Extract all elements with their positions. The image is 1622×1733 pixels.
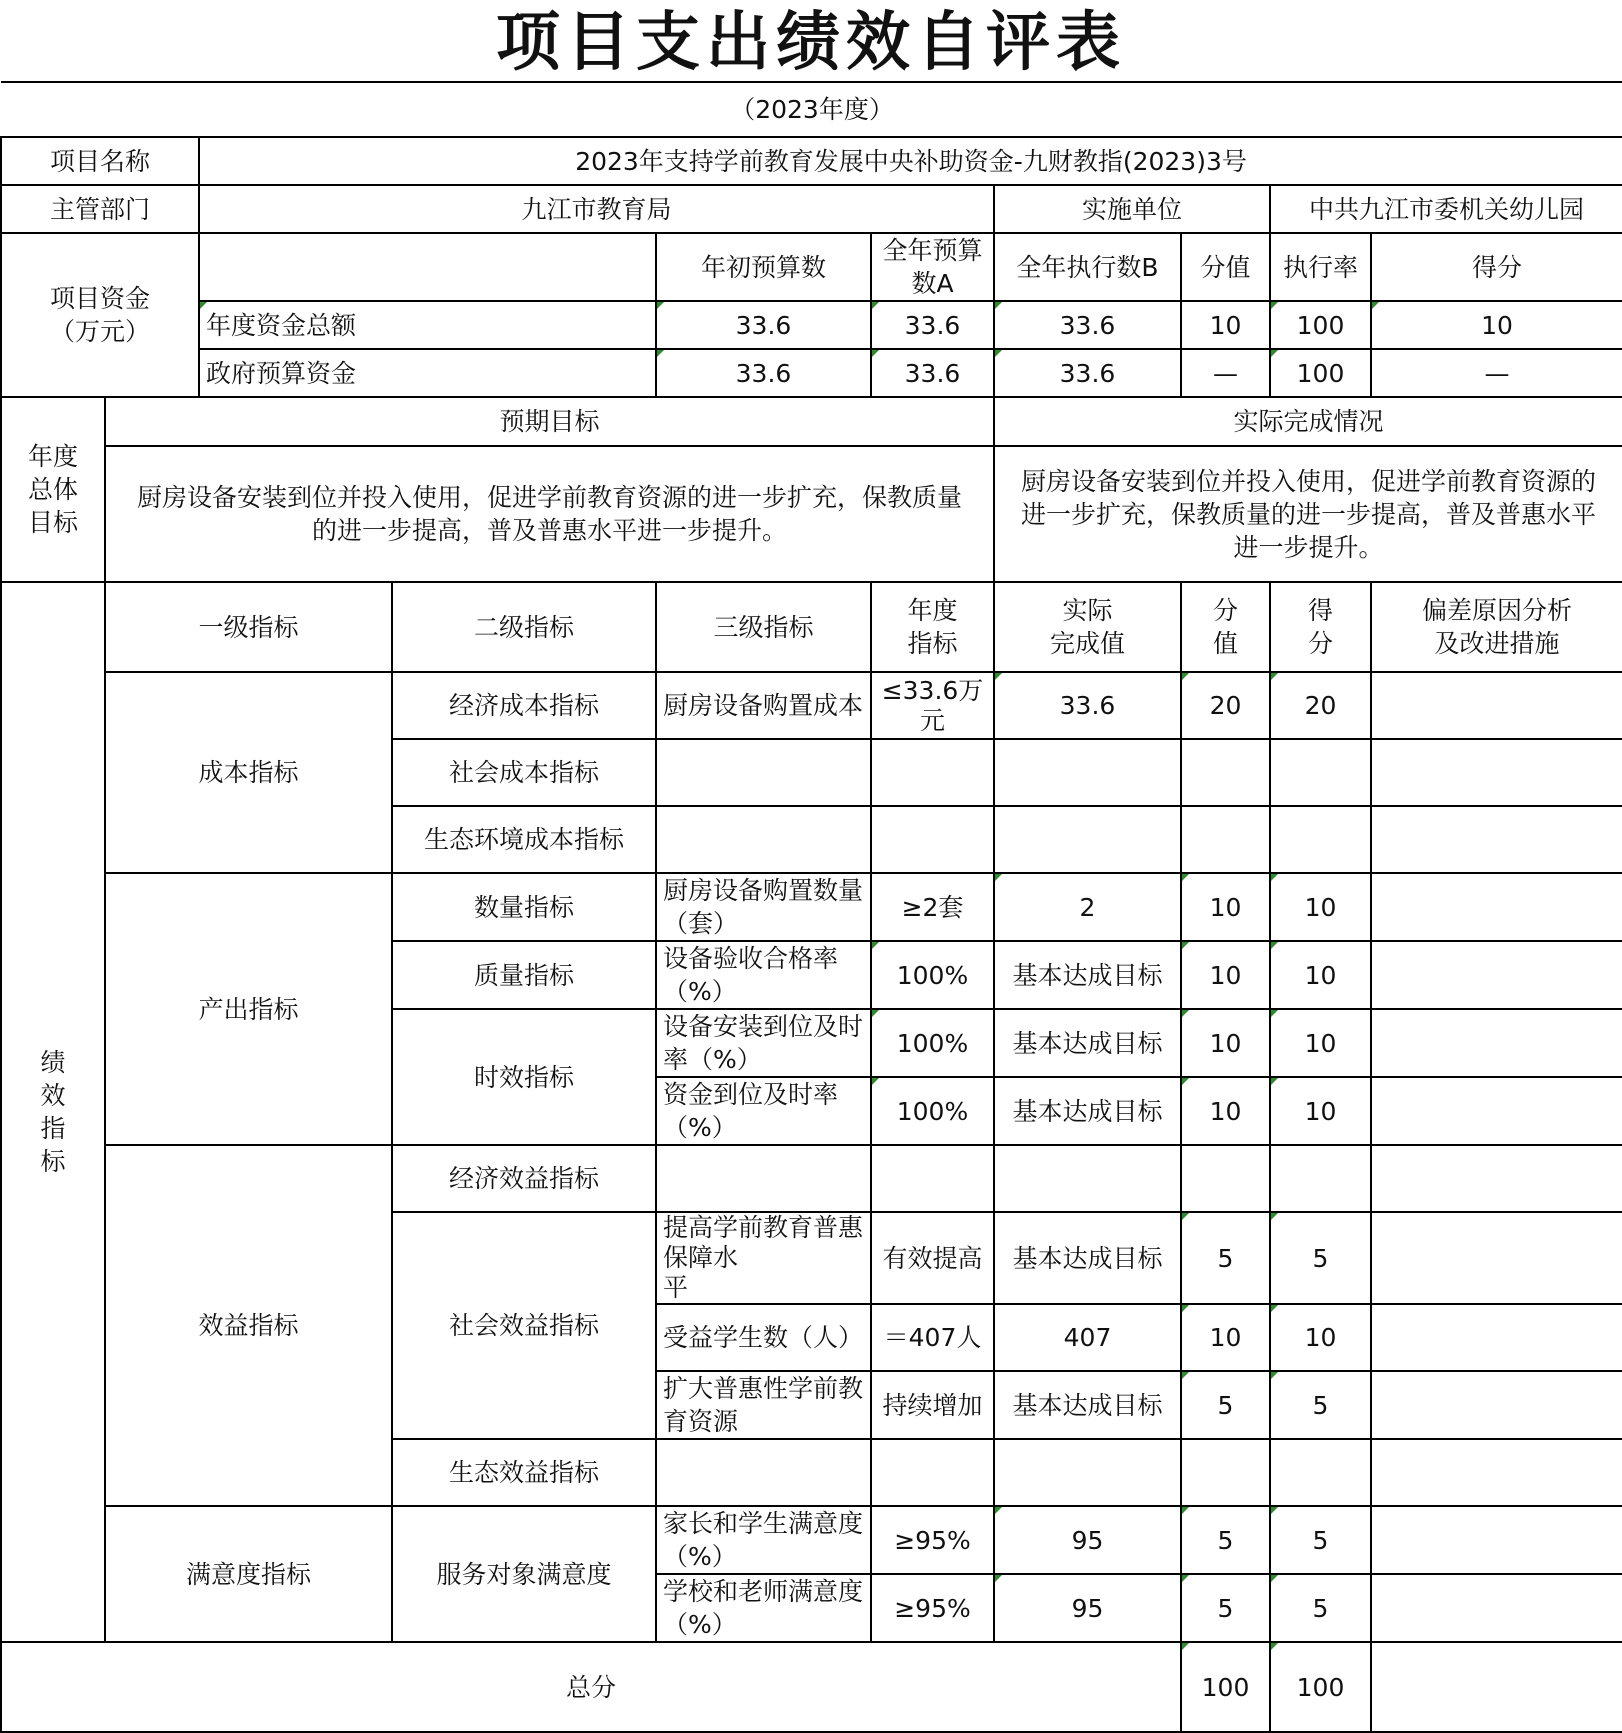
annual-goal-label-line1: 年度 — [27, 442, 78, 471]
indicator-actual: 基本达成目标 — [994, 1009, 1181, 1077]
indicator-score: 5 — [1270, 1574, 1371, 1642]
actual-goal-header: 实际完成情况 — [994, 397, 1622, 446]
indicator-score: 5 — [1270, 1371, 1371, 1439]
indicator-target — [871, 1439, 994, 1506]
fund-row-annual: 33.6 — [871, 301, 994, 349]
indicator-actual: 95 — [994, 1506, 1181, 1574]
level2-social-cost: 社会成本指标 — [392, 739, 656, 806]
expected-goal-line2: 的进一步提高，普及普惠水平进一步提升。 — [311, 516, 787, 545]
indicator-name: 资金到位及时率（%） — [656, 1077, 871, 1145]
indicator-target: 有效提高 — [871, 1212, 994, 1304]
indicator-name: 扩大普惠性学前教育资源 — [656, 1371, 871, 1439]
level1-cost: 成本指标 — [105, 672, 392, 873]
fund-header-rate: 执行率 — [1270, 233, 1371, 301]
expected-goal-header: 预期目标 — [105, 397, 994, 446]
level2-timeliness: 时效指标 — [392, 1009, 656, 1145]
indicator-actual: 基本达成目标 — [994, 1077, 1181, 1145]
indicator-value: 5 — [1181, 1212, 1270, 1304]
score-header-line1: 得 — [1307, 596, 1333, 625]
indicator-name — [656, 1212, 871, 1304]
fiscal-year: （2023年度） — [1, 82, 1622, 137]
fund-header-score: 得分 — [1371, 233, 1622, 301]
indicator-score — [1270, 806, 1371, 873]
fund-header-executed: 全年执行数B — [994, 233, 1181, 301]
indicator-actual — [994, 806, 1181, 873]
indicator-value: 10 — [1181, 1304, 1270, 1371]
level3-header: 三级指标 — [656, 582, 871, 672]
indicator-name: 厨房设备购置成本 — [656, 672, 871, 739]
perf-label-char3: 指 — [40, 1114, 66, 1143]
level1-output: 产出指标 — [105, 873, 392, 1145]
annual-goal-label-line2: 总体 — [27, 475, 78, 504]
fund-row-label: 年度资金总额 — [199, 301, 656, 349]
indicator-target: ≥95% — [871, 1574, 994, 1642]
actual-goal-line3: 进一步提升。 — [1233, 532, 1384, 562]
indicator-name: 设备验收合格率（%） — [656, 941, 871, 1009]
annual-goal-label-line3: 目标 — [27, 508, 78, 537]
fund-row-rate: 100 — [1270, 349, 1371, 397]
indicator-score: 5 — [1270, 1212, 1371, 1304]
indicator-deviation — [1371, 806, 1622, 873]
fund-header-annual: 全年预算数A — [871, 233, 994, 301]
actual-goal-text — [994, 446, 1622, 582]
dept-label: 主管部门 — [1, 185, 199, 233]
indicator-deviation — [1371, 873, 1622, 941]
total-deviation — [1371, 1642, 1622, 1732]
level2-header: 二级指标 — [392, 582, 656, 672]
level2-social-benefit: 社会效益指标 — [392, 1212, 656, 1439]
actual-value-header-line2: 完成值 — [1049, 629, 1125, 658]
indicator-actual — [994, 1439, 1181, 1506]
total-score: 100 — [1270, 1642, 1371, 1732]
level1-header: 一级指标 — [105, 582, 392, 672]
indicator-value — [1181, 1439, 1270, 1506]
indicator-deviation — [1371, 672, 1622, 739]
indicator-name — [656, 806, 871, 873]
total-value: 100 — [1181, 1642, 1270, 1732]
indicator-value: 5 — [1181, 1574, 1270, 1642]
indicator-deviation — [1371, 1145, 1622, 1212]
indicator-score — [1270, 1439, 1371, 1506]
actual-goal-line1: 厨房设备安装到位并投入使用，促进学前教育资源的 — [1021, 466, 1597, 496]
fund-row-rate: 100 — [1270, 301, 1371, 349]
perf-label-char2: 效 — [40, 1081, 66, 1110]
indicator-target — [871, 806, 994, 873]
perf-label-char1: 绩 — [40, 1048, 66, 1077]
indicator-value: 10 — [1181, 873, 1270, 941]
indicator-name-line2: 平 — [663, 1273, 689, 1302]
annual-target-header-line2: 指标 — [907, 629, 958, 658]
indicator-target: ＝407人 — [871, 1304, 994, 1371]
fund-row-initial: 33.6 — [656, 301, 871, 349]
deviation-header-line1: 偏差原因分析 — [1422, 596, 1573, 625]
indicator-deviation — [1371, 1574, 1622, 1642]
indicator-actual: 33.6 — [994, 672, 1181, 739]
fund-header-initial: 年初预算数 — [656, 233, 871, 301]
indicator-name — [656, 739, 871, 806]
level2-service-satisfaction: 服务对象满意度 — [392, 1506, 656, 1642]
level2-econ-cost: 经济成本指标 — [392, 672, 656, 739]
indicator-score: 20 — [1270, 672, 1371, 739]
evaluation-table — [0, 81, 1622, 1733]
indicator-name — [656, 1439, 871, 1506]
indicator-score: 5 — [1270, 1506, 1371, 1574]
expected-goal-text — [105, 446, 994, 582]
impl-unit-label: 实施单位 — [994, 185, 1270, 233]
indicator-deviation — [1371, 1077, 1622, 1145]
fund-label — [1, 233, 199, 397]
indicator-value: 20 — [1181, 672, 1270, 739]
indicator-score — [1270, 739, 1371, 806]
indicator-actual — [994, 1145, 1181, 1212]
indicator-target — [871, 739, 994, 806]
indicator-value: 10 — [1181, 1009, 1270, 1077]
score-value-header-line2: 值 — [1212, 629, 1238, 658]
indicator-value — [1181, 739, 1270, 806]
fund-row-annual: 33.6 — [871, 349, 994, 397]
deviation-header-line2: 及改进措施 — [1434, 629, 1560, 658]
indicator-score: 10 — [1270, 941, 1371, 1009]
indicator-name-line1: 提高学前教育普惠保障水 — [663, 1213, 864, 1272]
fund-header-score-value: 分值 — [1181, 233, 1270, 301]
indicator-value — [1181, 1145, 1270, 1212]
indicator-deviation — [1371, 1304, 1622, 1371]
level2-eco-cost: 生态环境成本指标 — [392, 806, 656, 873]
impl-unit-value: 中共九江市委机关幼儿园 — [1270, 185, 1622, 233]
indicator-actual: 2 — [994, 873, 1181, 941]
perf-label-char4: 标 — [40, 1147, 66, 1176]
level1-satisfaction: 满意度指标 — [105, 1506, 392, 1642]
annual-goal-label — [1, 397, 105, 582]
dept-value: 九江市教育局 — [199, 185, 994, 233]
indicator-score: 10 — [1270, 1009, 1371, 1077]
indicator-actual: 基本达成目标 — [994, 1212, 1181, 1304]
fund-label-line1: 项目资金 — [49, 284, 150, 313]
indicator-score: 10 — [1270, 1077, 1371, 1145]
level2-quantity: 数量指标 — [392, 873, 656, 941]
score-value-header-line1: 分 — [1212, 596, 1238, 625]
indicator-target — [871, 672, 994, 739]
indicator-value: 5 — [1181, 1371, 1270, 1439]
score-value-header — [1181, 582, 1270, 672]
indicator-name: 家长和学生满意度（%） — [656, 1506, 871, 1574]
indicator-value — [1181, 806, 1270, 873]
indicator-deviation — [1371, 1212, 1622, 1304]
indicator-actual — [994, 739, 1181, 806]
fund-label-line2: （万元） — [49, 317, 150, 346]
fund-row-score: — — [1371, 349, 1622, 397]
indicator-target: 持续增加 — [871, 1371, 994, 1439]
fund-row-score: 10 — [1371, 301, 1622, 349]
indicator-target: 100% — [871, 941, 994, 1009]
indicator-actual: 407 — [994, 1304, 1181, 1371]
indicator-name: 学校和老师满意度（%） — [656, 1574, 871, 1642]
fund-row-score-value: 10 — [1181, 301, 1270, 349]
perf-indicators-label — [1, 582, 105, 1642]
indicator-name — [656, 1145, 871, 1212]
fund-row-initial: 33.6 — [656, 349, 871, 397]
indicator-deviation — [1371, 1506, 1622, 1574]
indicator-score: 10 — [1270, 873, 1371, 941]
indicator-name: 受益学生数（人） — [656, 1304, 871, 1371]
indicator-target: ≥2套 — [871, 873, 994, 941]
fund-row-score-value: — — [1181, 349, 1270, 397]
indicator-score — [1270, 1145, 1371, 1212]
fund-header-blank — [199, 233, 656, 301]
indicator-deviation — [1371, 1009, 1622, 1077]
indicator-score: 10 — [1270, 1304, 1371, 1371]
expected-goal-line1: 厨房设备安装到位并投入使用，促进学前教育资源的进一步扩充，保教质量 — [136, 483, 962, 512]
indicator-value: 5 — [1181, 1506, 1270, 1574]
project-name-label: 项目名称 — [1, 137, 199, 185]
indicator-deviation — [1371, 941, 1622, 1009]
indicator-name: 厨房设备购置数量（套） — [656, 873, 871, 941]
indicator-value: 10 — [1181, 941, 1270, 1009]
indicator-target — [871, 1145, 994, 1212]
fund-row-executed: 33.6 — [994, 349, 1181, 397]
deviation-header — [1371, 582, 1622, 672]
actual-value-header-line1: 实际 — [1062, 596, 1113, 625]
indicator-target: ≥95% — [871, 1506, 994, 1574]
indicator-target-line1: ≤33.6万 — [881, 675, 984, 705]
fund-row-label: 政府预算资金 — [199, 349, 656, 397]
level2-econ-benefit: 经济效益指标 — [392, 1145, 656, 1212]
indicator-deviation — [1371, 1439, 1622, 1506]
level2-quality: 质量指标 — [392, 941, 656, 1009]
total-label: 总分 — [1, 1642, 1181, 1732]
page-title: 项目支出绩效自评表 — [496, 5, 1126, 80]
fund-row-executed: 33.6 — [994, 301, 1181, 349]
level2-eco-benefit: 生态效益指标 — [392, 1439, 656, 1506]
actual-goal-line2: 进一步扩充，保教质量的进一步提高，普及普惠水平 — [1021, 499, 1597, 529]
indicator-value: 10 — [1181, 1077, 1270, 1145]
level1-benefit: 效益指标 — [105, 1145, 392, 1506]
annual-target-header — [871, 582, 994, 672]
indicator-target-line2: 元 — [919, 705, 945, 735]
actual-value-header — [994, 582, 1181, 672]
indicator-actual: 95 — [994, 1574, 1181, 1642]
indicator-target: 100% — [871, 1009, 994, 1077]
annual-target-header-line1: 年度 — [907, 596, 958, 625]
project-name-value: 2023年支持学前教育发展中央补助资金-九财教指(2023)3号 — [199, 137, 1622, 185]
indicator-name: 设备安装到位及时率（%） — [656, 1009, 871, 1077]
score-header-line2: 分 — [1307, 629, 1333, 658]
indicator-deviation — [1371, 1371, 1622, 1439]
score-header — [1270, 582, 1371, 672]
indicator-actual: 基本达成目标 — [994, 1371, 1181, 1439]
indicator-target: 100% — [871, 1077, 994, 1145]
indicator-deviation — [1371, 739, 1622, 806]
indicator-actual: 基本达成目标 — [994, 941, 1181, 1009]
